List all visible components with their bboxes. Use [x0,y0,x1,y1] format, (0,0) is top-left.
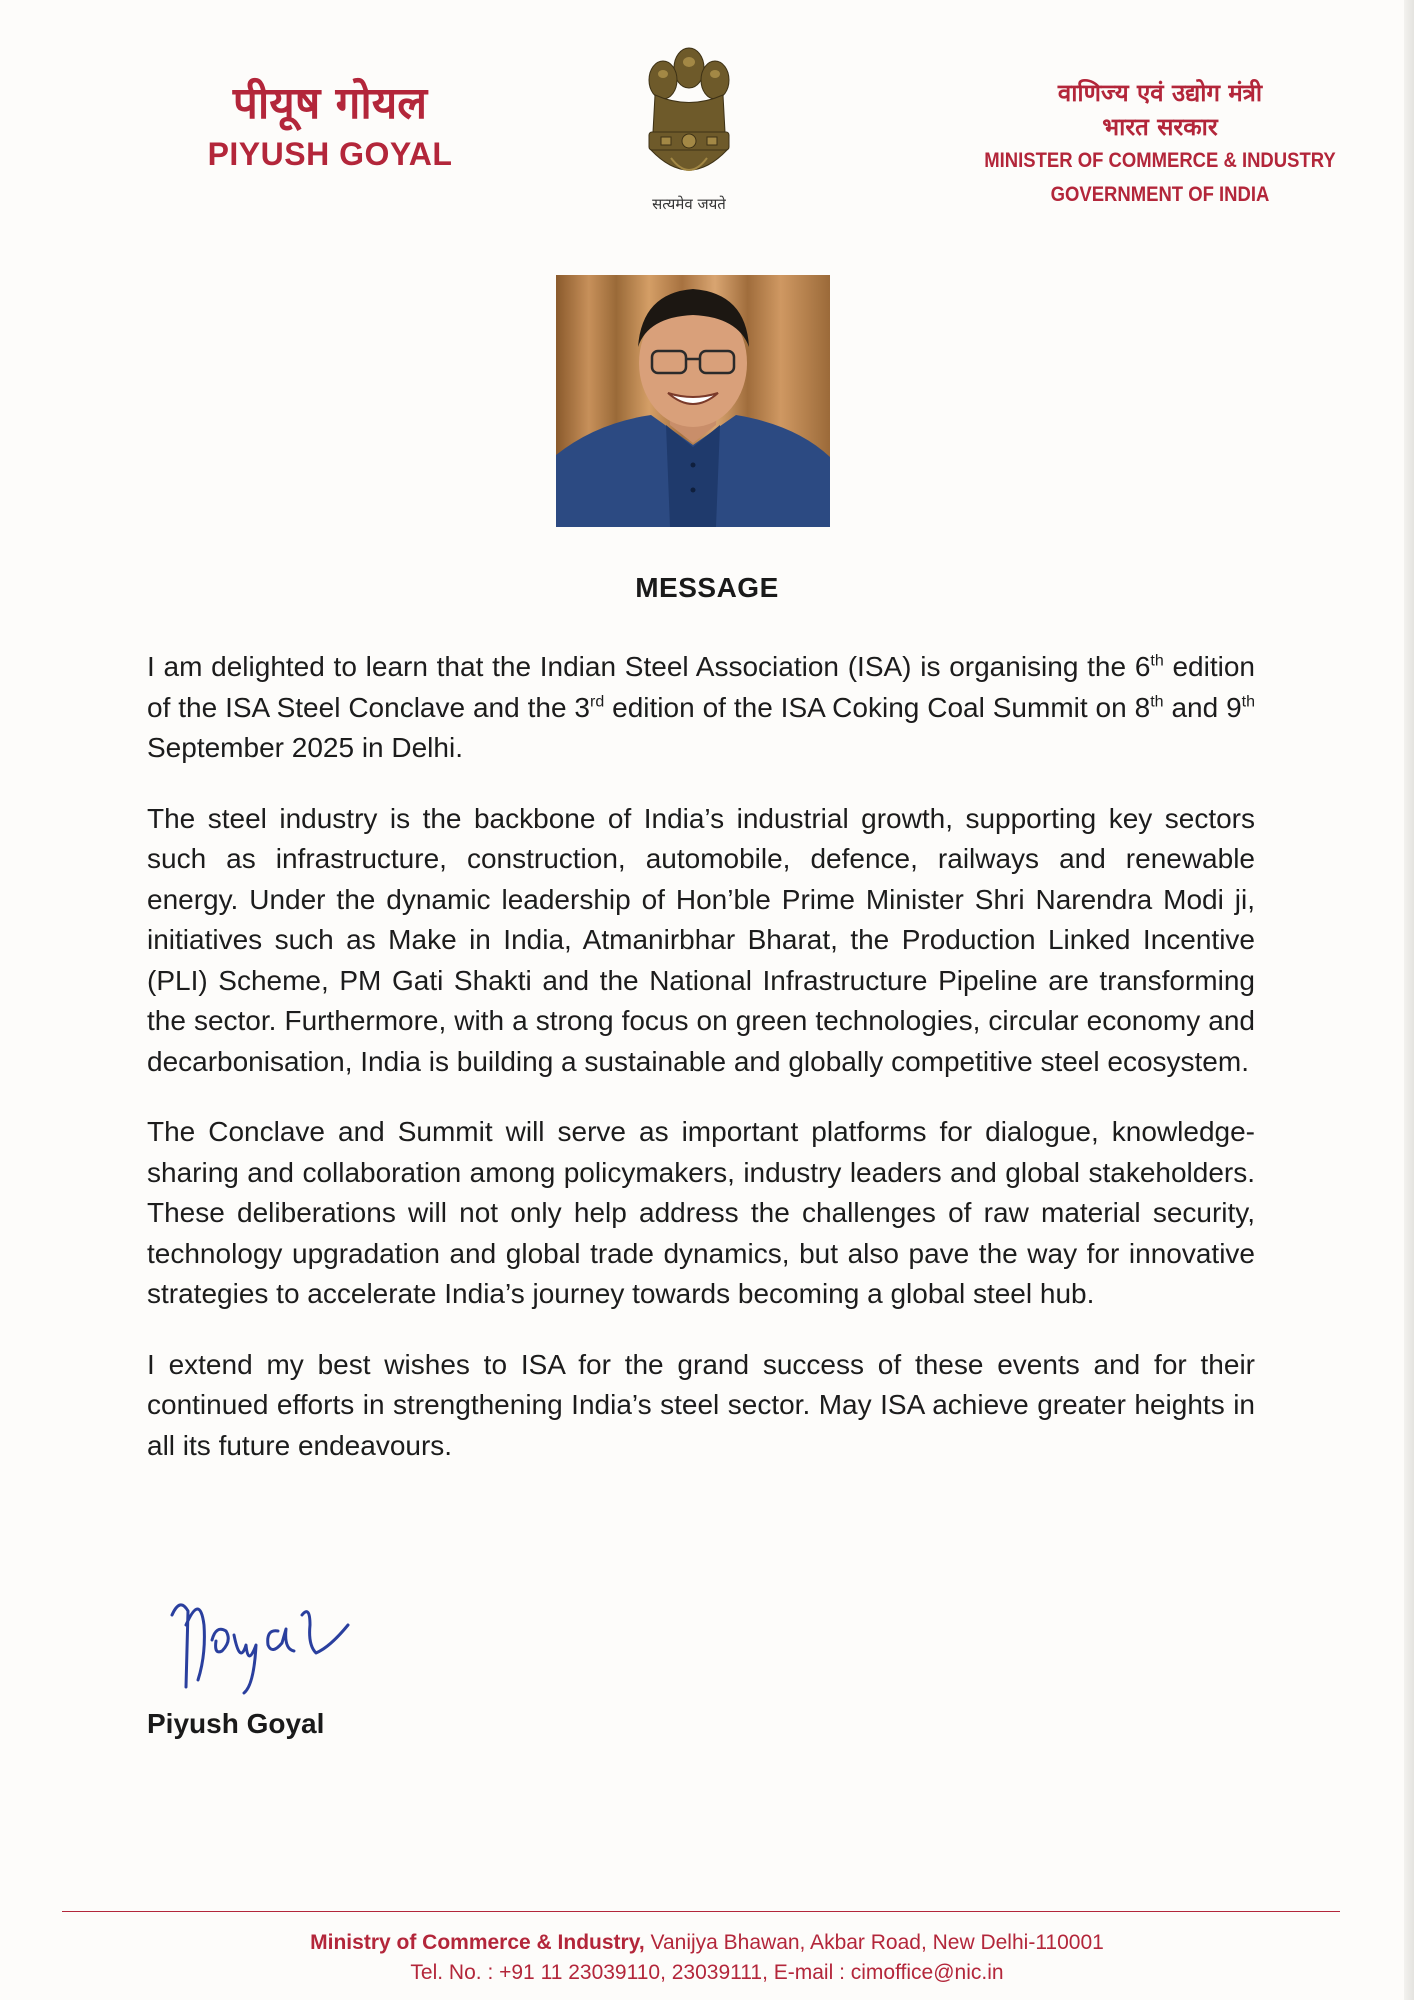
title-english-1: MINISTER OF COMMERCE & INDUSTRY [984,149,1336,172]
footer-divider [62,1911,1340,1912]
footer-address: Vanijya Bhawan, Akbar Road, New Delhi-110001 [644,1931,1104,1954]
portrait-photo [556,275,830,527]
page-edge [1404,0,1414,2000]
paragraph-4: I extend my best wishes to ISA for the grand success of these events and for their continued efforts in strengthening India’s steel sector. May ISA achieve greater heights in all its future endeavours. [147,1348,1255,1461]
signatory-name: Piyush Goyal [147,1708,325,1739]
paragraph-1: I am delighted to learn that the Indian Steel Association (ISA) is organising the 6th edition of the ISA Steel Conclave and the 3rd edition of the ISA Coking Coal Summit on 8th and 9th September 2025 in Delhi. [147,651,1255,763]
message-heading: MESSAGE [635,572,779,603]
handwritten-signature [160,1585,420,1695]
title-hindi-2: भारत सरकार [1102,112,1218,141]
footer [0,1928,1414,1988]
state-emblem [634,40,744,214]
letterhead-left [150,76,510,176]
paragraph-3: The Conclave and Summit will serve as important platforms for dialogue, knowledge-sharing and collaboration among policymakers, industry leaders and global stakeholders. These deliberations will not only help address the challenges of raw material security, technology upgradation and global trade dynamics, but also pave the way for innovative strategies to accelerate India’s journey towards becoming a global steel hub. [147,1116,1255,1309]
emblem-icon [641,40,737,190]
emblem-motto: सत्यमेव जयते [652,195,726,213]
name-english: PIYUSH GOYAL [207,136,453,172]
paragraph-2: The steel industry is the backbone of India’s industrial growth, supporting key sectors such as infrastructure, construction, automobile, defence, railways and renewable energy. Under the dynamic leadership of Hon’ble Prime Minister Shri Narendra Modi ji, initiatives such as Make in India, Atmanirbhar Bharat, the Production Linked Incentive (PLI) Scheme, PM Gati Shakti and the National Infrastructure Pipeline are transforming the sector. Furthermore, with a strong focus on green technologies, circular economy and decarbonisation, India is building a sustainable and globally competitive steel ecosystem. [147,802,1255,1077]
name-hindi: पीयूष गोयल [232,78,428,129]
title-hindi-1: वाणिज्य एवं उद्योग मंत्री [1057,78,1263,107]
message-body [147,647,1255,1496]
footer-org: Ministry of Commerce & Industry, [310,1931,645,1954]
footer-address-line [0,1928,1414,1958]
letterhead-right [955,76,1365,212]
portrait-figure [556,275,830,527]
title-english-2: GOVERNMENT OF INDIA [1050,183,1270,206]
footer-contact: Tel. No. : +91 11 23039110, 23039111, E-mail : cimoffice@nic.in [410,1961,1004,1984]
